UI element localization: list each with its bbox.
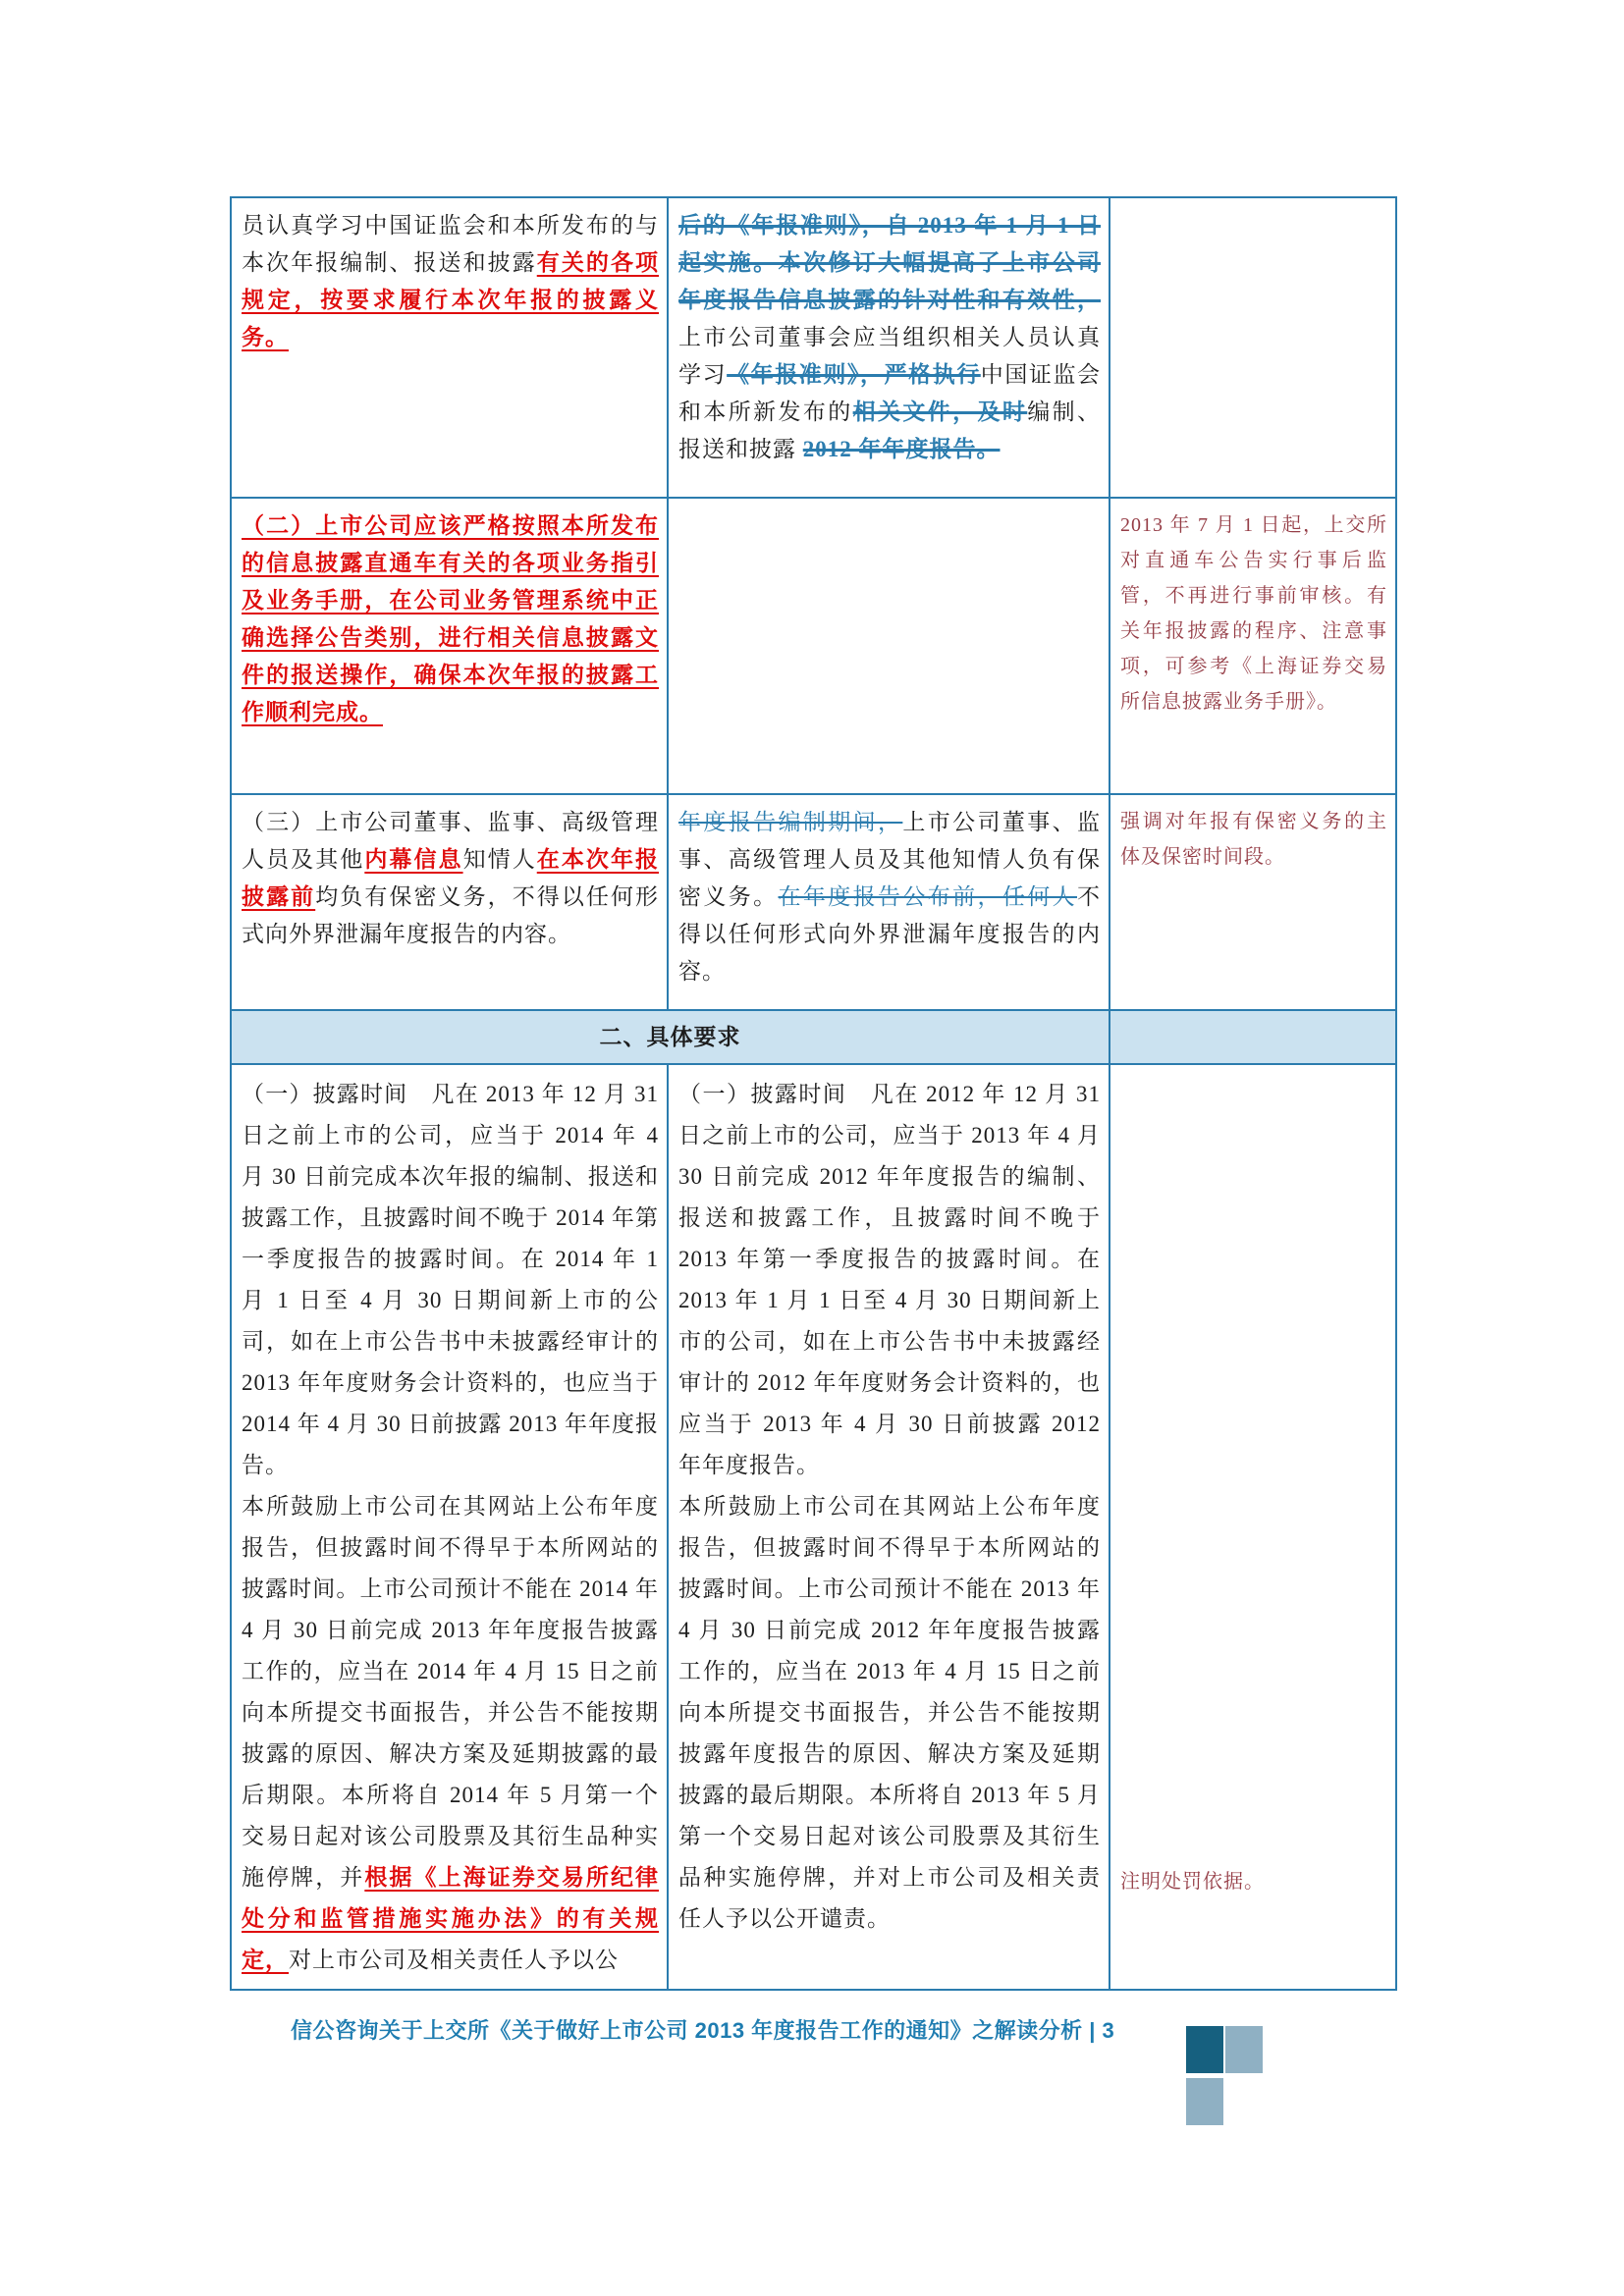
paragraph: [678, 207, 1101, 468]
paragraph: [242, 804, 659, 953]
text-run-body: 对上市公司及相关责任人予以公: [289, 1948, 619, 1972]
paragraph: [242, 507, 659, 731]
text-run-body: 知情人: [462, 847, 537, 872]
paragraph: [1120, 804, 1387, 875]
text-run-body: （一）披露时间 凡在 2012 年 12 月 31 日之前上市的公司，应当于 2013 年 4 月 30 日前完成 2012 年年度报告的编制、报送和披露工作，且披露时间不晚于 2013 年第一季度报告的披露时间。在 2013 年 1 月 1 日至 4 月 30 日期间新上市的公司，如在上市公告书中未披露经审计的 2012 年年度财务会计资料的，也应当于 2013 年 4 月 30 日前披露 2012 年年度报告。: [678, 1082, 1101, 1477]
text-run-note: 注明处罚依据。: [1120, 1871, 1265, 1893]
text-run-del-bold: 《年报准则》，严格执行: [727, 362, 981, 387]
text-run-note: 强调对年报有保密义务的主体及保密时间段。: [1120, 811, 1387, 868]
text-run-ins: 内幕信息: [364, 847, 463, 872]
comparison-table: [230, 196, 1397, 1991]
paragraph: [242, 1074, 659, 1486]
text-run-body: 本所鼓励上市公司在其网站上公布年度报告，但披露时间不得早于本所网站的披露时间。上市公司预计不能在 2014 年 4 月 30 日前完成 2013 年年度报告披露工作的，应当在 2014 年 4 月 15 日之前向本所提交书面报告，并公告不能按期披露的原因、解决方案及延期披露的最后期限。本所将自 2014 年 5 月第一个交易日起对该公司股票及其衍生品种实施停牌，并: [242, 1494, 659, 1890]
cell-r1-left: [232, 198, 669, 499]
text-run-ins: 有关的各项规定，按要求履行本次年报的披露义务。: [242, 250, 659, 349]
text-run-del-bold: 后的《年报准则》，自 2013 年 1 月 1 日起实施。本次修订大幅提高了上市公司年度报告信息披露的针对性和有效性，: [678, 213, 1101, 312]
logo-square-dark: [1186, 2026, 1223, 2073]
logo-squares: [1186, 2026, 1265, 2126]
text-run-body: （三）上市公司董事、监事、高级管理人员及其他: [242, 810, 659, 872]
page-footer: [291, 2014, 1194, 2045]
footer-text: 信公咨询关于上交所《关于做好上市公司 2013 年度报告工作的通知》之解读分析 | 3: [291, 2018, 1115, 2043]
cell-r1-middle: [669, 198, 1110, 499]
paragraph: [678, 804, 1101, 990]
cell-r2-middle: [669, 499, 1110, 795]
cell-r4-right: [1110, 1065, 1395, 1989]
text-run-body: 上市公司董事会应当组织相关人员认真学习: [678, 325, 1101, 387]
section-header-side-cell: [1110, 1011, 1395, 1065]
paragraph: [1120, 1861, 1265, 1902]
cell-r2-left: [232, 499, 669, 795]
text-run-body: 编制、报送和披露: [678, 400, 1101, 461]
paragraph: [1120, 507, 1387, 720]
text-run-body: 中国证监会和本所新发布的: [678, 362, 1102, 424]
text-run-ins: 在本次年报披露前: [242, 847, 659, 909]
text-run-note: 2013 年 7 月 1 日起，上交所对直通车公告实行事后监管，不再进行事前审核。有关年报披露的程序、注意事项，可参考《上海证券交易所信息披露业务手册》。: [1120, 514, 1387, 713]
paragraph: [678, 1486, 1101, 1940]
text-run-body: （一）披露时间 凡在 2013 年 12 月 31 日之前上市的公司，应当于 2014 年 4 月 30 日前完成本次年报的编制、报送和披露工作，且披露时间不晚于 2014 年第一季度报告的披露时间。在 2014 年 1 月 1 日至 4 月 30 日期间新上市的公司，如在上市公告书中未披露经审计的 2013 年年度财务会计资料的，也应当于 2014 年 4 月 30 日前披露 2013 年年度报告。: [242, 1082, 659, 1477]
logo-square-light-top: [1225, 2026, 1263, 2073]
text-run-body: 均负有保密义务，不得以任何形式向外界泄漏年度报告的内容。: [242, 884, 659, 946]
text-run-del: 在年度报告公布前，任何人: [778, 884, 1077, 909]
cell-r3-left: [232, 795, 669, 1011]
cell-r4-middle: [669, 1065, 1110, 1989]
cell-r1-right: [1110, 198, 1395, 499]
cell-r3-right: [1110, 795, 1395, 1011]
text-run-ins: 根据《上海证券交易所纪律处分和监管措施实施办法》的有关规定，: [242, 1865, 659, 1972]
cell-r3-middle: [669, 795, 1110, 1011]
text-run-body: 上市公司董事、监事、高级管理人员及其他知情人负有保密义务。: [678, 810, 1101, 909]
paragraph: [678, 1074, 1101, 1486]
text-run-ins: （二）上市公司应该严格按照本所发布的信息披露直通车有关的各项业务指引及业务手册，在公司业务管理系统中正确选择公告类别，进行相关信息披露文件的报送操作，确保本次年报的披露工作顺利完成。: [242, 513, 659, 724]
text-run-body: 员认真学习中国证监会和本所发布的与本次年报编制、报送和披露: [242, 213, 659, 275]
text-run-body: 不得以任何形式向外界泄漏年度报告的内容。: [678, 884, 1101, 984]
cell-r4-left: [232, 1065, 669, 1989]
paragraph: [242, 1486, 659, 1981]
text-run-body: 本所鼓励上市公司在其网站上公布年度报告，但披露时间不得早于本所网站的披露时间。上市公司预计不能在 2013 年 4 月 30 日前完成 2012 年年度报告披露工作的，应当在 2013 年 4 月 15 日之前向本所提交书面报告，并公告不能按期披露年度报告的原因、解决方案及延期披露的最后期限。本所将自 2013 年 5 月第一个交易日起对该公司股票及其衍生品种实施停牌，并对上市公司及相关责任人予以公开谴责。: [678, 1494, 1101, 1931]
logo-square-light-bottom: [1186, 2078, 1223, 2125]
text-run-del: 年度报告编制期间，: [678, 810, 903, 834]
section-header: 二、具体要求: [232, 1011, 1110, 1065]
cell-r2-right: [1110, 499, 1395, 795]
paragraph: [242, 207, 659, 356]
text-run-del-bold: 2012 年年度报告。: [802, 437, 1001, 461]
text-run-del-bold: 相关文件，及时: [852, 400, 1028, 424]
